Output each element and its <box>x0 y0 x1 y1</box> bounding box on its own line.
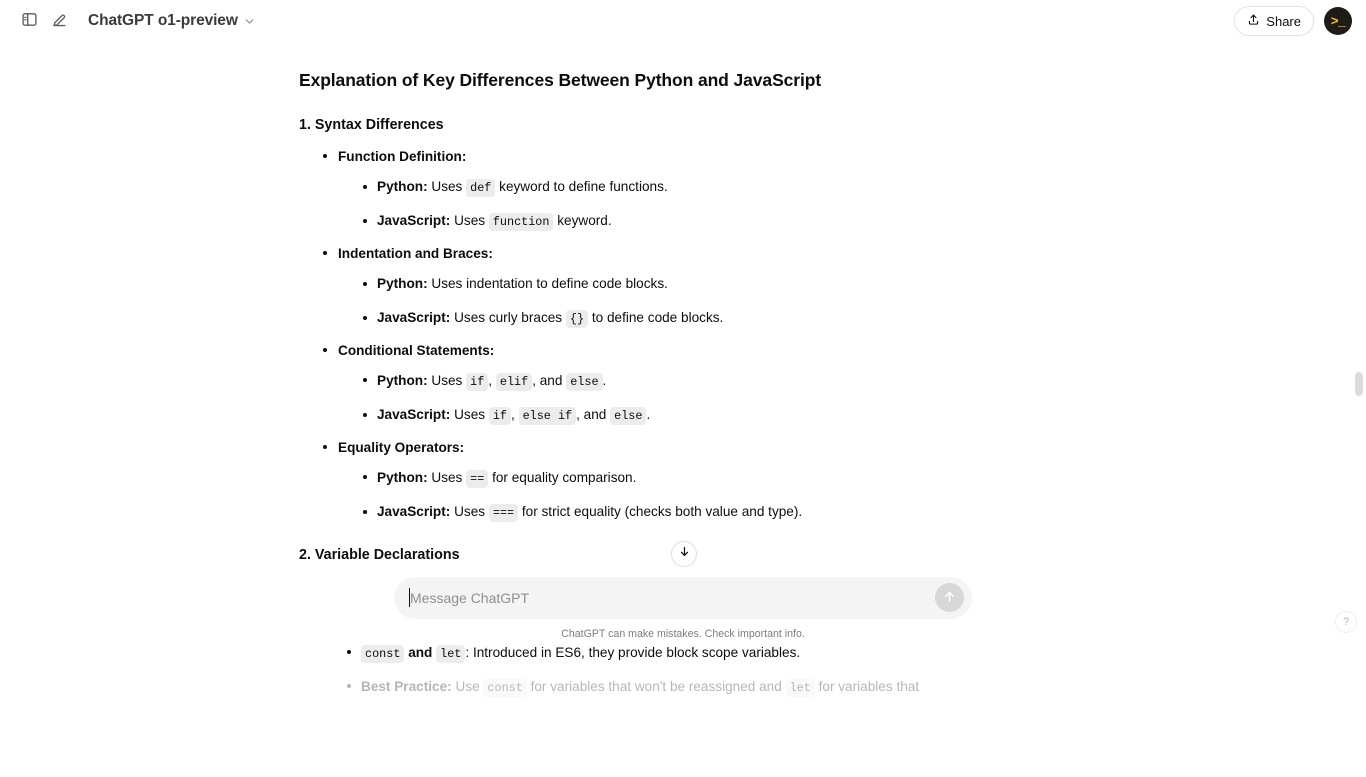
nested-bullet-list <box>338 370 1067 426</box>
upload-icon <box>1247 13 1260 29</box>
text-run: Uses curly braces <box>450 310 566 326</box>
inline-code: if <box>466 373 488 391</box>
inline-code: if <box>489 407 511 425</box>
text-run: , <box>488 372 496 388</box>
text-caret <box>409 588 410 607</box>
text-run: Uses <box>450 504 489 520</box>
inline-code: else <box>610 407 646 425</box>
group-label: Function Definition: <box>338 148 467 164</box>
section-heading: 1. Syntax Differences <box>299 117 444 134</box>
inline-code: def <box>466 179 495 197</box>
language-label: Python: <box>377 469 428 485</box>
scroll-to-bottom-button[interactable] <box>671 541 697 567</box>
new-chat-button[interactable] <box>44 6 74 36</box>
list-item <box>361 210 1067 231</box>
text-run: . <box>602 372 607 388</box>
language-label: JavaScript: <box>377 504 451 520</box>
language-label: JavaScript: <box>377 213 451 229</box>
list-item <box>361 176 1067 197</box>
share-button-label: Share <box>1266 13 1301 29</box>
text-run: Uses <box>450 213 489 229</box>
text-run: for variables that won't be reassigned and <box>526 678 786 694</box>
inline-code: else <box>566 373 602 391</box>
nested-bullet-list <box>299 642 1067 698</box>
inline-code: const <box>361 645 404 663</box>
model-name-label: ChatGPT o1-preview <box>88 12 238 29</box>
list-item <box>361 501 1067 522</box>
share-button[interactable] <box>1234 6 1314 36</box>
chevron-down-icon <box>243 15 256 28</box>
inline-code: let <box>786 679 815 697</box>
arrow-down-icon <box>678 545 691 563</box>
assistant-message <box>299 42 1067 777</box>
list-item <box>361 370 1067 391</box>
send-button[interactable] <box>935 583 964 612</box>
text-run: , and <box>532 372 567 388</box>
text-run: to define code blocks. <box>588 310 724 326</box>
text-run: keyword to define functions. <box>495 179 668 195</box>
inline-code: === <box>489 504 518 522</box>
language-label: JavaScript: <box>377 310 451 326</box>
composer[interactable] <box>394 577 972 619</box>
list-item <box>345 676 1067 697</box>
list-item-group <box>321 243 1067 329</box>
text-run: : Introduced in ES6, they provide block scope variables. <box>465 644 801 660</box>
list-item-group <box>321 340 1067 426</box>
group-label: Equality Operators: <box>338 439 465 455</box>
top-bar-actions <box>1234 6 1352 36</box>
message-input[interactable] <box>410 590 926 606</box>
text-run: Use <box>451 678 484 694</box>
group-label: Indentation and Braces: <box>338 245 493 261</box>
composer-area <box>0 571 1366 641</box>
avatar-terminal-icon: >_ <box>1330 13 1346 29</box>
list-item <box>345 642 1067 663</box>
language-label: Python: <box>377 179 428 195</box>
pencil-edit-icon <box>51 11 68 31</box>
vertical-scrollbar-thumb[interactable] <box>1355 372 1363 396</box>
inline-code: {} <box>566 310 588 328</box>
inline-code: == <box>466 470 488 488</box>
section-heading: 2. Variable Declarations <box>299 546 460 563</box>
list-item <box>361 273 1067 294</box>
text-run: . <box>646 407 651 423</box>
sidebar-panel-icon <box>21 11 38 31</box>
language-label: JavaScript: <box>377 407 451 423</box>
disclaimer-text: ChatGPT can make mistakes. Check important info. <box>561 628 805 640</box>
inline-code: elif <box>496 373 532 391</box>
bullet-list <box>299 146 1067 523</box>
list-item <box>361 467 1067 488</box>
text-run: Uses <box>450 407 489 423</box>
group-label: Conditional Statements: <box>338 342 495 358</box>
list-item <box>361 307 1067 328</box>
model-selector[interactable] <box>80 8 264 34</box>
bold-text: and <box>408 644 433 660</box>
text-run: Uses indentation to define code blocks. <box>427 276 668 291</box>
list-item-group <box>321 437 1067 523</box>
text-run: for variables that <box>814 678 920 694</box>
list-item-group <box>321 146 1067 232</box>
inline-code: else if <box>519 407 577 425</box>
text-run: for equality comparison. <box>488 469 637 485</box>
text-run: , and <box>576 407 611 423</box>
nested-bullet-list <box>338 273 1067 329</box>
top-bar <box>0 0 1366 42</box>
language-label: Python: <box>377 372 428 388</box>
text-run: Uses <box>427 372 467 388</box>
avatar[interactable] <box>1324 7 1352 35</box>
text-run: keyword. <box>553 213 612 229</box>
inline-code: let <box>436 645 465 663</box>
text-run: , <box>511 407 519 423</box>
message-title: Explanation of Key Differences Between Python and JavaScript <box>299 70 822 90</box>
inline-code: function <box>489 213 554 231</box>
list-item <box>361 404 1067 425</box>
help-button[interactable] <box>1335 611 1357 633</box>
arrow-up-icon <box>942 589 957 607</box>
text-run: Uses <box>427 179 467 195</box>
sidebar-toggle-button[interactable] <box>14 6 44 36</box>
nested-bullet-list <box>338 467 1067 523</box>
text-run: for strict equality (checks both value and type). <box>518 504 803 520</box>
bold-text: Best Practice: <box>361 678 452 694</box>
inline-code: const <box>483 679 526 697</box>
language-label: Python: <box>377 276 428 291</box>
text-run: Uses <box>427 469 467 485</box>
question-mark-icon: ? <box>1342 616 1350 628</box>
nested-bullet-list <box>338 176 1067 232</box>
